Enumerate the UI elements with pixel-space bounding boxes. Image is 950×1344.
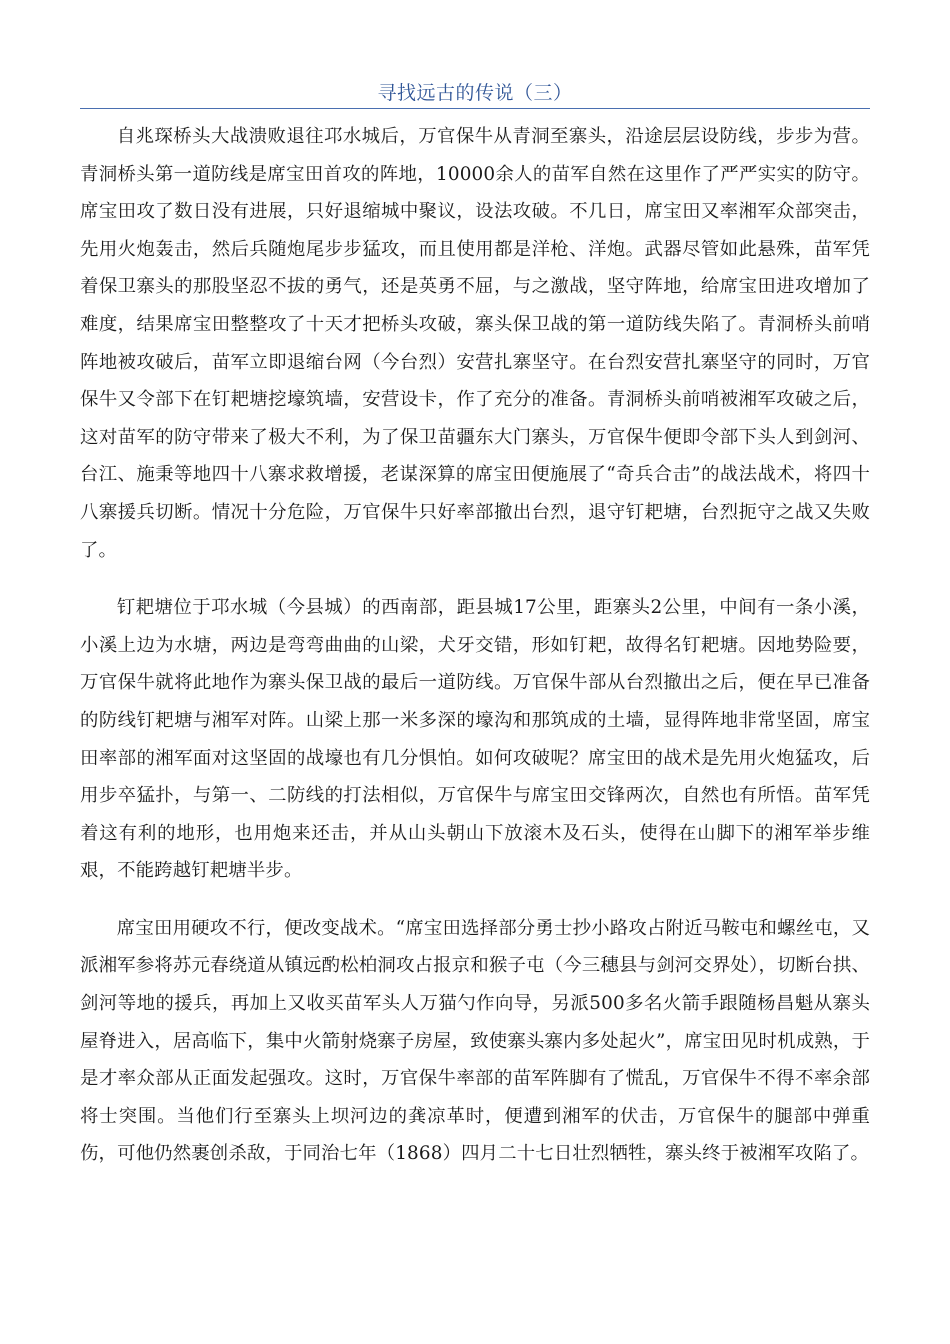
page-header-title: 寻找远古的传说（三） [377, 82, 573, 104]
document-body [80, 118, 870, 1193]
paragraph-1: 自兆琛桥头大战溃败退往邛水城后，万官保牛从青洞至寨头，沿途层层设防线，步步为营。青洞桥头第一道防线是席宝田首攻的阵地，10000余人的苗军自然在这里作了严严实实的防守。席宝田攻了数日没有进展，只好退缩城中聚议，设法攻破。不几日，席宝田又率湘军众部突击，先用火炮轰击，然后兵随炮尾步步猛攻，而且使用都是洋枪、洋炮。武器尽管如此悬殊，苗军凭着保卫寨头的那股坚忍不拔的勇气，还是英勇不屈，与之激战，坚守阵地，给席宝田进攻增加了难度，结果席宝田整整攻了十天才把桥头攻破，寨头保卫战的第一道防线失陷了。青洞桥头前哨阵地被攻破后，苗军立即退缩台网（今台烈）安营扎寨坚守。在台烈安营扎寨坚守的同时，万官保牛又令部下在钉耙塘挖壕筑墙，安营设卡，作了充分的准备。青洞桥头前哨被湘军攻破之后，这对苗军的防守带来了极大不利，为了保卫苗疆东大门寨头，万官保牛便即令部下头人到剑河、台江、施秉等地四十八寨求救增援，老谋深算的席宝田便施展了“奇兵合击”的战法战术，将四十八寨援兵切断。情况十分危险，万官保牛只好率部撤出台烈，退守钉耙塘，台烈扼守之战又失败了。 [80, 126, 870, 561]
header-divider [80, 108, 870, 109]
paragraph-2: 钉耙塘位于邛水城（今县城）的西南部，距县城17公里，距寨头2公里，中间有一条小溪，小溪上边为水塘，两边是弯弯曲曲的山梁，犬牙交错，形如钉耙，故得名钉耙塘。因地势险要，万官保牛就将此地作为寨头保卫战的最后一道防线。万官保牛部从台烈撤出之后，便在早已准备的防线钉耙塘与湘军对阵。山梁上那一米多深的壕沟和那筑成的土墙，显得阵地非常坚固，席宝田率部的湘军面对这坚固的战壕也有几分惧怕。如何攻破呢？席宝田的战术是先用火炮猛攻，后用步卒猛扑，与第一、二防线的打法相似，万官保牛与席宝田交锋两次，自然也有所悟。苗军凭着这有利的地形，也用炮来还击，并从山头朝山下放滚木及石头，使得在山脚下的湘军举步维艰，不能跨越钉耙塘半步。 [80, 597, 870, 882]
paragraph-3: 席宝田用硬攻不行，便改变战术。“席宝田选择部分勇士抄小路攻占附近马鞍屯和螺丝屯，又派湘军参将苏元春绕道从镇远酌松柏洞攻占报京和猴子屯（今三穗县与剑河交界处），切断台拱、剑河等地的援兵，再加上又收买苗军头人万猫勺作向导，另派500多名火箭手跟随杨昌魁从寨头屋脊进入，居高临下，集中火箭射烧寨子房屋，致使寨头寨内多处起火”，席宝田见时机成熟，于是才率众部从正面发起强攻。这时，万官保牛率部的苗军阵脚有了慌乱，万官保牛不得不率余部将士突围。当他们行至寨头上坝河边的龚凉革时，便遭到湘军的伏击，万官保牛的腿部中弹重伤，可他仍然裹创杀敌，于同治七年（1868）四月二十七日壮烈牺牲，寨头终于被湘军攻陷了。 [80, 917, 870, 1165]
